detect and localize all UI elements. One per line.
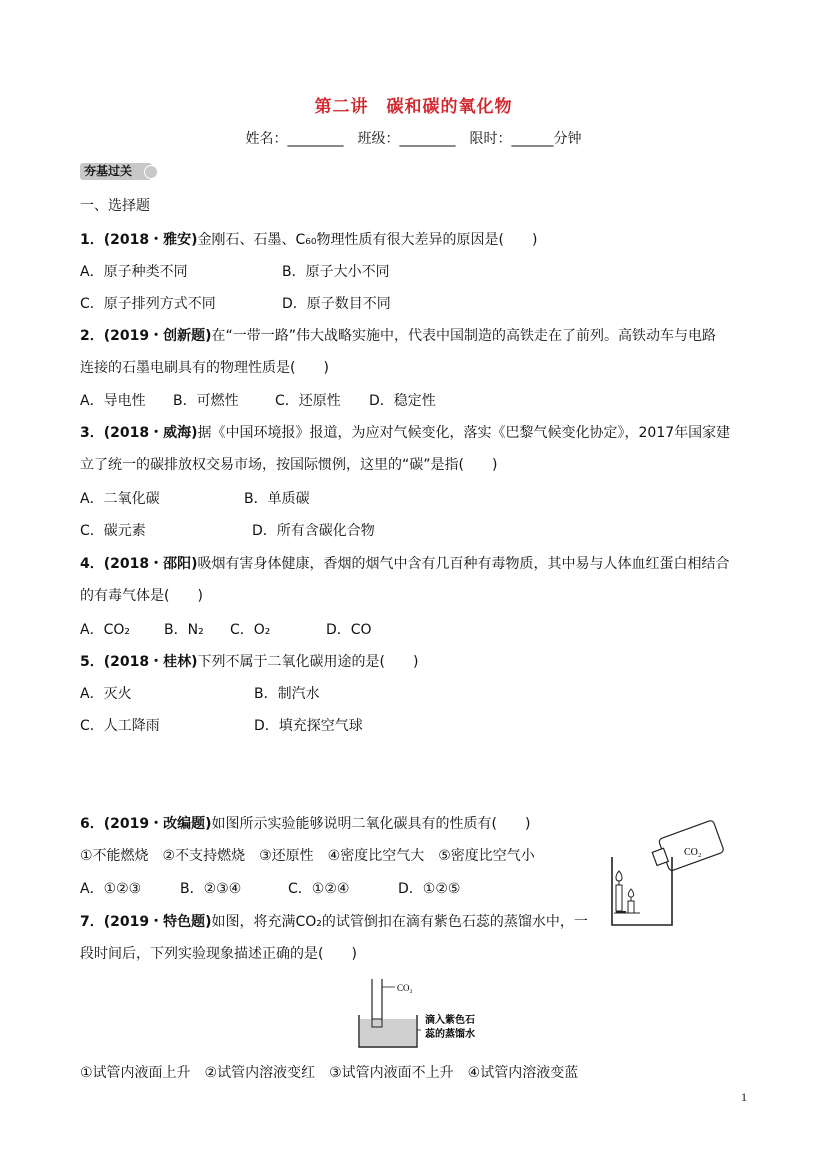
q3-option-d: D．所有含碳化合物 (252, 523, 375, 539)
q3-option-c: C．碳元素 (80, 523, 146, 539)
page-number: 1 (741, 1090, 747, 1104)
student-info-line: 姓名：________ 班级：________ 限时：______分钟 (245, 131, 582, 147)
question-5-number: 5．(2018・桂林) (80, 654, 198, 670)
badge-dot-icon (144, 165, 158, 179)
question-2-number: 2．(2019・创新题) (80, 328, 212, 344)
q4-option-c: C．O₂ (230, 622, 271, 638)
q6-option-a: A．①②③ (80, 881, 142, 897)
q2-option-c: C．还原性 (275, 393, 341, 409)
question-2-text-1: 在“一带一路”伟大战略实施中，代表中国制造的高铁走在了前列。高铁动车与电路 (211, 328, 717, 344)
section-heading: 一、选择题 (80, 198, 150, 214)
question-6-number: 6．(2019・改编题) (80, 816, 212, 832)
q3-option-a: A．二氧化碳 (80, 491, 160, 507)
question-2-text-2: 连接的石墨电刷具有的物理性质是( ) (80, 360, 329, 376)
question-7-items: ①试管内液面上升 ②试管内溶液变红 ③试管内液面不上升 ④试管内溶液变蓝 (80, 1065, 579, 1081)
q1-option-a: A．原子种类不同 (80, 264, 188, 280)
question-3-number: 3．(2018・威海) (80, 425, 198, 441)
figure-label-line-1: 滴入紫色石 (425, 1015, 475, 1026)
q5-option-d: D．填充探空气球 (254, 718, 363, 734)
question-4 (80, 553, 730, 573)
question-3-text-1: 据《中国环境报》报道，为应对气候变化，落实《巴黎气候变化协定》，2017年国家建 (197, 425, 731, 441)
question-5-text: 下列不属于二氧化碳用途的是( ) (197, 654, 419, 670)
inverted-test-tube-figure (355, 975, 485, 1050)
q4-option-d: D．CO (326, 622, 372, 638)
question-1-text: 金刚石、石墨、C₆₀物理性质有很大差异的原因是( ) (197, 232, 538, 248)
q2-option-d: D．稳定性 (369, 393, 436, 409)
question-2 (80, 325, 716, 345)
question-4-text-1: 吸烟有害身体健康，香烟的烟气中含有几百种有毒物质，其中易与人体血红蛋白相结合 (197, 556, 730, 572)
q1-option-d: D．原子数目不同 (282, 296, 391, 312)
q6-option-d: D．①②⑤ (398, 881, 461, 897)
question-6-items: ①不能燃烧 ②不支持燃烧 ③还原性 ④密度比空气大 ⑤密度比空气小 (80, 848, 535, 864)
question-1-number: 1．(2018・雅安) (80, 232, 198, 248)
question-4-text-2: 的有毒气体是( ) (80, 588, 203, 604)
q2-option-b: B．可燃性 (173, 393, 239, 409)
q3-option-b: B．单质碳 (244, 491, 310, 507)
question-1 (80, 229, 537, 249)
section-badge (80, 163, 152, 180)
q5-option-b: B．制汽水 (254, 686, 320, 702)
question-5 (80, 651, 418, 671)
q1-option-b: B．原子大小不同 (282, 264, 390, 280)
q6-option-b: B．②③④ (180, 881, 242, 897)
question-7-text-2: 段时间后，下列实验现象描述正确的是( ) (80, 946, 357, 962)
co2-tube-label: CO₂ (397, 983, 413, 993)
q5-option-a: A．灭火 (80, 686, 132, 702)
question-6-text: 如图所示实验能够说明二氧化碳具有的性质有( ) (211, 816, 531, 832)
q2-option-a: A．导电性 (80, 393, 146, 409)
badge-label: 夯基过关 (84, 164, 133, 178)
question-3 (80, 422, 730, 442)
page-title: 第二讲 碳和碳的氧化物 (314, 97, 513, 117)
question-4-number: 4．(2018・邵阳) (80, 556, 198, 572)
q4-option-a: A．CO₂ (80, 622, 130, 638)
co2-beaker-candle-figure (600, 815, 730, 930)
question-7 (80, 911, 588, 931)
question-6 (80, 813, 530, 833)
q4-option-b: B．N₂ (164, 622, 204, 638)
q5-option-c: C．人工降雨 (80, 718, 160, 734)
q1-option-c: C．原子排列方式不同 (80, 296, 216, 312)
figure-label-line-2: 蕊的蒸馏水 (425, 1029, 475, 1040)
q6-option-c: C．①②④ (288, 881, 350, 897)
co2-bottle-label: CO₂ (684, 847, 702, 858)
question-7-number: 7．(2019・特色题) (80, 914, 212, 930)
question-7-text-1: 如图，将充满CO₂的试管倒扣在滴有紫色石蕊的蒸馏水中，一 (211, 914, 588, 930)
question-3-text-2: 立了统一的碳排放权交易市场，按国际惯例，这里的“碳”是指( ) (80, 457, 498, 473)
